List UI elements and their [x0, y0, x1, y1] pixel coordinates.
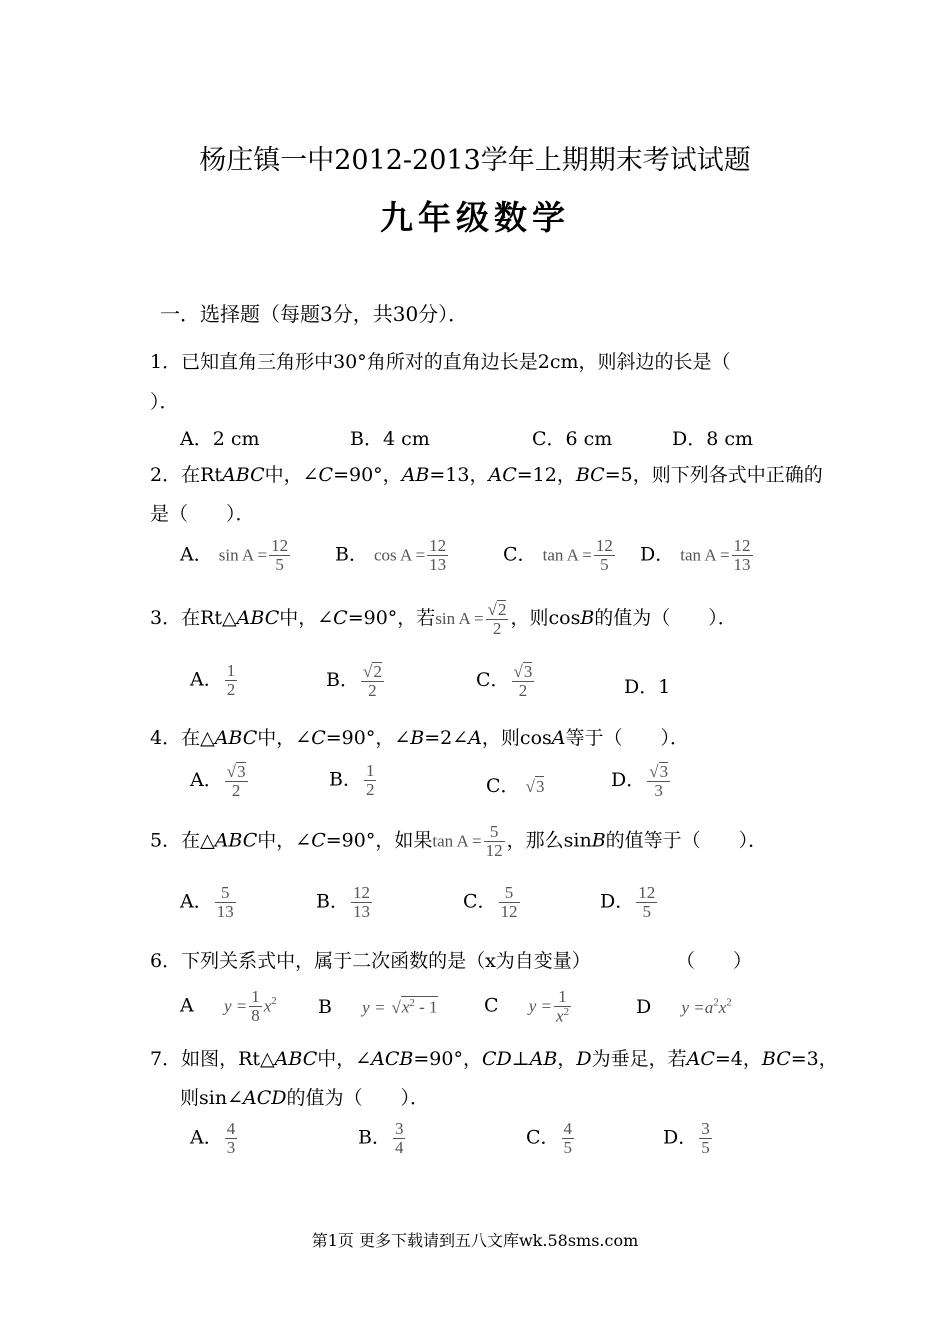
q5-option-d: D． $\frac{12}{5}$	[600, 883, 656, 921]
q2-option-a: A． sin A = $\frac{12}{5}$	[180, 536, 289, 574]
q6-option-d: D $y =a^2x^2$	[636, 996, 732, 1018]
exam-subtitle: 九年级数学	[380, 198, 570, 237]
question-6: 6．下列关系式中，属于二次函数的是（x为自变量）	[150, 950, 591, 972]
page-footer: 第1页 更多下载请到五八文库wk.58sms.com	[311, 1231, 639, 1250]
q6-option-a: A y = $\frac{1}{8}$ $x^2$	[180, 987, 277, 1025]
q6-option-c: C y = $\frac{1}{x^2}$	[484, 987, 570, 1026]
question-2: 2．在RtABC中，∠C=90°，AB=13，AC=12，BC=5，则下列各式中正确的	[150, 464, 823, 486]
q3-option-d: D．1	[624, 676, 671, 698]
q2-option-c: C． tan A = $\frac{12}{5}$	[503, 536, 613, 574]
q2-option-b: B． cos A = $\frac{12}{13}$	[335, 536, 447, 574]
question-5: 5．在△ABC中，∠C=90°，如果tan A = $\frac{5}{12}$ ，那么sinB的值等于（ ）．	[150, 822, 768, 860]
q7-option-c: C． $\frac{4}{5}$	[526, 1119, 573, 1157]
question-1: 1．已知直角三角形中30°角所对的直角边长是2cm，则斜边的长是（	[150, 351, 731, 373]
q1-option-d: D．8 cm	[672, 428, 754, 450]
section-heading: 一．选择题（每题3分，共30分）．	[160, 302, 469, 326]
q1-option-c: C．6 cm	[532, 428, 613, 450]
q4-option-d: D． $\frac{√3}{3}$	[611, 762, 669, 800]
question-7: 7．如图，Rt△ABC中，∠ACB=90°，CD⊥AB，D为垂足，若AC=4，BC=3，	[150, 1048, 838, 1070]
q1-option-a: A．2 cm	[180, 428, 260, 450]
q5-option-a: A． $\frac{5}{13}$	[180, 883, 234, 921]
question-1-cont: ）．	[150, 391, 179, 413]
exam-title: 杨庄镇一中2012-2013学年上期期末考试试题	[199, 145, 751, 176]
q6-option-b: B $y = √x^2 - 1$	[318, 996, 438, 1018]
q4-option-c: C． √3	[486, 775, 545, 797]
q3-option-c: C． $\frac{√3}{2}$	[476, 662, 533, 700]
q1-option-b: B．4 cm	[350, 428, 430, 450]
question-3: 3．在Rt△ABC中，∠C=90°，若sin A = $\frac{√2}{2}$ ，则cosB的值为（ ）．	[150, 600, 737, 638]
q3-option-b: B． $\frac{√2}{2}$	[326, 662, 382, 700]
q2-option-d: D． tan A = $\frac{12}{13}$	[640, 536, 751, 574]
q5-option-c: C． $\frac{5}{12}$	[463, 883, 518, 921]
q5-option-b: B． $\frac{12}{13}$	[316, 883, 370, 921]
q7-option-b: B． $\frac{3}{4}$	[358, 1119, 404, 1157]
q4-option-a: A． $\frac{√3}{2}$	[190, 762, 246, 800]
q4-option-b: B． $\frac{1}{2}$	[329, 761, 375, 799]
question-6-paren: （ ）	[676, 950, 753, 972]
question-2-cont: 是（ ）．	[150, 503, 255, 525]
question-4: 4．在△ABC中，∠C=90°，∠B=2∠A，则cosA等于（ ）．	[150, 727, 690, 749]
q7-option-d: D． $\frac{3}{5}$	[663, 1119, 710, 1157]
q7-option-a: A． $\frac{4}{3}$	[190, 1119, 236, 1157]
q3-option-a: A． $\frac{1}{2}$	[190, 661, 236, 699]
question-7-cont: 则sin∠ACD的值为（ ）．	[180, 1087, 429, 1109]
